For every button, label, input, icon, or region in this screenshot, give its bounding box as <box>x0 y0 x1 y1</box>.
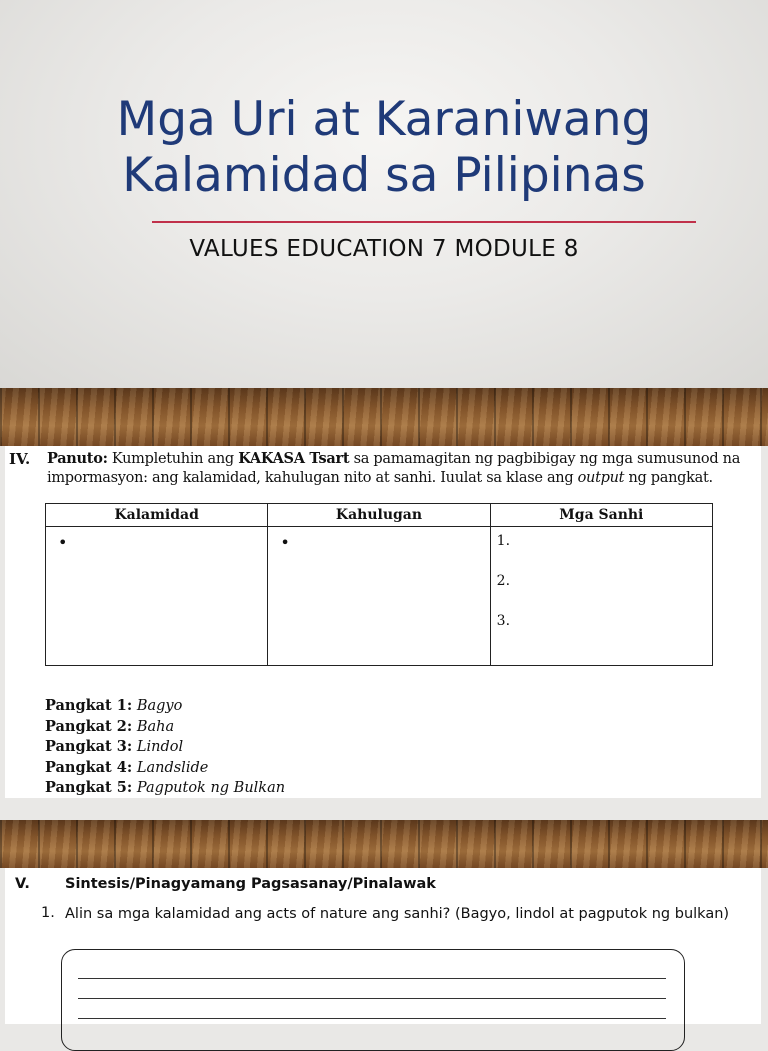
slide-title <box>0 92 768 204</box>
list-item <box>45 758 285 779</box>
kakasa-table <box>45 503 713 666</box>
wood-floor-band <box>0 820 768 868</box>
section-title: Sintesis/Pinagyamang Pagsasanay/Pinalawak <box>65 876 436 892</box>
instruction-label: Panuto: <box>47 450 108 467</box>
answer-line <box>78 998 666 999</box>
question-number: 1. <box>41 905 55 921</box>
title-divider <box>152 221 696 223</box>
header-mga-sanhi: Mga Sanhi <box>490 504 712 527</box>
instruction-part2: sa pamamagitan ng pagbibigay ng mga sumusunod na impormasyon: ang kalamidad, kahulugan nito at sanhi. Iuulat sa klase ang <box>47 451 741 486</box>
instruction-part3: ng pangkat. <box>624 470 713 486</box>
answer-line <box>78 978 666 979</box>
worksheet-section-v <box>5 868 761 1024</box>
instruction-text <box>47 449 755 488</box>
number-2: 2. <box>496 573 511 589</box>
slide-title-line1: Mga Uri at Karaniwang <box>116 92 652 147</box>
group-value: Bagyo <box>136 698 183 714</box>
group-value: Landslide <box>136 759 209 776</box>
group-label: Pangkat 1: <box>45 697 133 714</box>
bullet: • <box>58 533 68 552</box>
group-value: Baha <box>136 718 175 735</box>
number-1: 1. <box>496 533 511 549</box>
group-list <box>45 696 285 799</box>
bullet: • <box>280 533 290 552</box>
group-value: Pagputok ng Bulkan <box>136 780 286 796</box>
chart-name: KAKASA Tsart <box>238 450 350 467</box>
instruction-part1: Kumpletuhin ang <box>107 451 239 467</box>
list-item <box>45 696 285 717</box>
cell-kahulugan <box>268 527 490 666</box>
header-kalamidad: Kalamidad <box>46 504 268 527</box>
list-item <box>45 717 285 738</box>
instruction-italic: output <box>577 470 625 486</box>
table-row <box>46 527 713 666</box>
group-label: Pangkat 3: <box>45 738 133 755</box>
slide-title-line2: Kalamidad sa Pilipinas <box>122 148 646 203</box>
answer-box <box>61 949 685 1051</box>
section-number: IV. <box>9 450 31 468</box>
group-label: Pangkat 5: <box>45 779 133 796</box>
worksheet-section-iv <box>5 446 761 798</box>
header-kahulugan: Kahulugan <box>268 504 490 527</box>
cell-mga-sanhi <box>490 527 712 666</box>
answer-line <box>78 1018 666 1019</box>
title-slide <box>0 0 768 388</box>
question-text: Alin sa mga kalamidad ang acts of nature ang sanhi? (Bagyo, lindol at pagputok ng bulkan) <box>65 906 730 922</box>
table-header-row <box>46 504 713 527</box>
slide-subtitle: VALUES EDUCATION 7 MODULE 8 <box>189 236 579 262</box>
group-value: Lindol <box>136 739 184 755</box>
list-item <box>45 737 285 758</box>
wood-floor-band <box>0 388 768 446</box>
section-number: V. <box>15 876 30 892</box>
group-label: Pangkat 2: <box>45 717 133 735</box>
cell-kalamidad <box>46 527 268 666</box>
list-item <box>45 778 285 799</box>
group-label: Pangkat 4: <box>45 758 133 776</box>
number-3: 3. <box>496 613 511 629</box>
